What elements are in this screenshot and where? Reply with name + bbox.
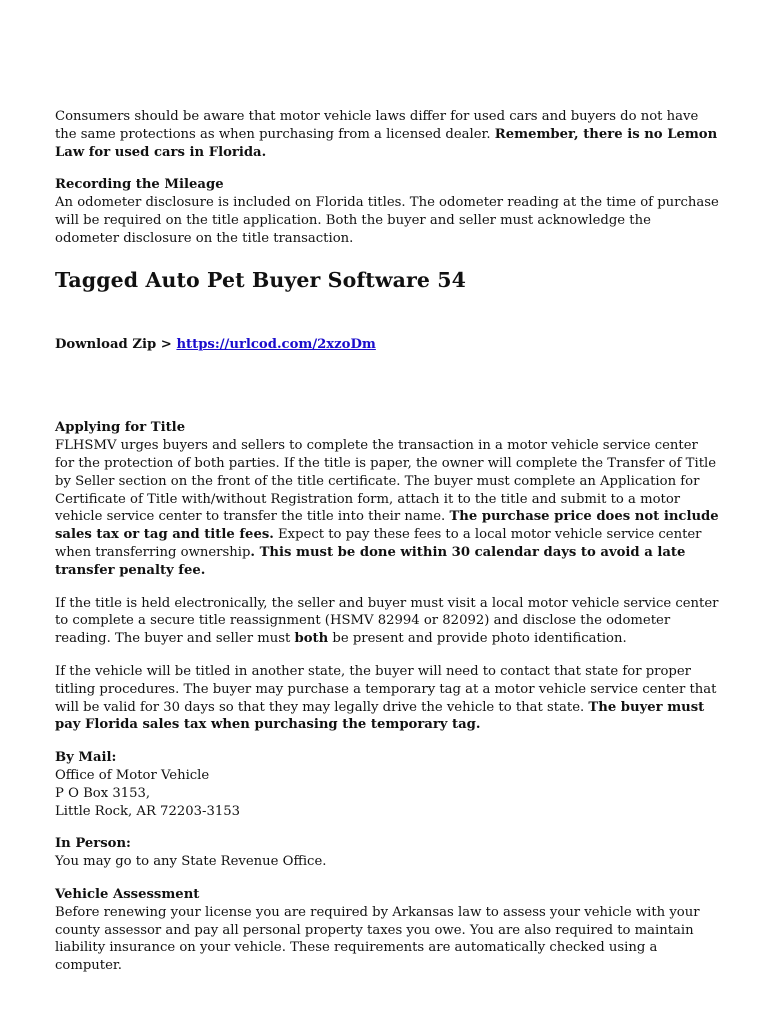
mileage-heading: [55, 176, 719, 194]
applying-heading-text: Applying for Title: [55, 420, 186, 436]
applying-bold-2: . This must be done within 30 calendar days to avoid a late transfer penalty fee.: [55, 544, 686, 578]
download-line: [55, 336, 719, 354]
in-person-heading-text: In Person:: [55, 836, 131, 852]
applying-heading: [55, 419, 719, 437]
other-state-bold: The buyer must pay Florida sales tax when purchasing the temporary tag.: [55, 699, 705, 733]
in-person-body: You may go to any State Revenue Office.: [55, 854, 327, 870]
applying-paragraph: [55, 437, 719, 579]
assessment-heading: [55, 886, 719, 904]
applying-body-2: Expect to pay these fees to a local motor vehicle service center when transferring ownership: [55, 527, 702, 560]
other-state-body: If the vehicle will be titled in another state, the buyer will need to contact that state for proper titling procedures. The buyer may purchase a temporary tag at a motor vehicle service center that will be valid for 30 days so that they may legally drive the vehicle to that state.: [55, 663, 717, 715]
intro-paragraph: [55, 108, 719, 161]
mail-address-line-1: Office of Motor Vehicle: [55, 767, 210, 783]
download-link[interactable]: https://urlcod.com/2xzoDm: [176, 336, 376, 352]
intro-bold-text: Remember, there is no Lemon Law for used cars in Florida.: [55, 126, 718, 160]
electronic-body-2: be present and provide photo identification.: [328, 631, 627, 647]
electronic-body-1: If the title is held electronically, the seller and buyer must visit a local motor vehicle service center to complete a secure title reassignment (HSMV 82994 or 82092) and disclose the odometer reading. The buyer and seller must: [55, 595, 719, 647]
document-title: Tagged Auto Pet Buyer Software 54: [55, 267, 466, 292]
download-label: Download Zip >: [55, 336, 177, 352]
mileage-body: An odometer disclosure is included on Florida titles. The odometer reading at the time of purchase will be required on the title application. Both the buyer and seller must acknowledge the odometer disclosure on the title transaction.: [55, 195, 719, 246]
document-page: [55, 108, 719, 975]
in-person-heading: [55, 835, 719, 853]
applying-body-1: FLHSMV urges buyers and sellers to complete the transaction in a motor vehicle service center for the protection of both parties. If the title is paper, the owner will complete the Transfer of Title by Seller section on the front of the title certificate. The buyer must complete an Application for Certificate of Title with/without Registration form, attach it to the title and submit to a motor vehicle service center to transfer the title into their name.: [55, 438, 717, 525]
mileage-heading-text: Recording the Mileage: [55, 177, 224, 193]
mail-address-line-3: Little Rock, AR 72203-3153: [55, 803, 241, 819]
applying-bold-1: The purchase price does not include sales tax or tag and title fees.: [55, 509, 719, 543]
electronic-paragraph: [55, 595, 719, 648]
mail-address-line-2: P O Box 3153,: [55, 785, 151, 801]
by-mail-heading-text: By Mail:: [55, 750, 117, 766]
other-state-paragraph: [55, 663, 719, 734]
assessment-heading-text: Vehicle Assessment: [55, 886, 200, 902]
electronic-bold: both: [294, 631, 329, 647]
by-mail-heading: [55, 749, 719, 767]
assessment-body: Before renewing your license you are required by Arkansas law to assess your vehicle with your county assessor and pay all personal property taxes you owe. You are also required to maintain liability insurance on your vehicle. These requirements are automatically checked using a computer.: [55, 904, 700, 974]
intro-text: Consumers should be aware that motor vehicle laws differ for used cars and buyers do not have the same protections as when purchasing from a licensed dealer.: [55, 109, 699, 142]
